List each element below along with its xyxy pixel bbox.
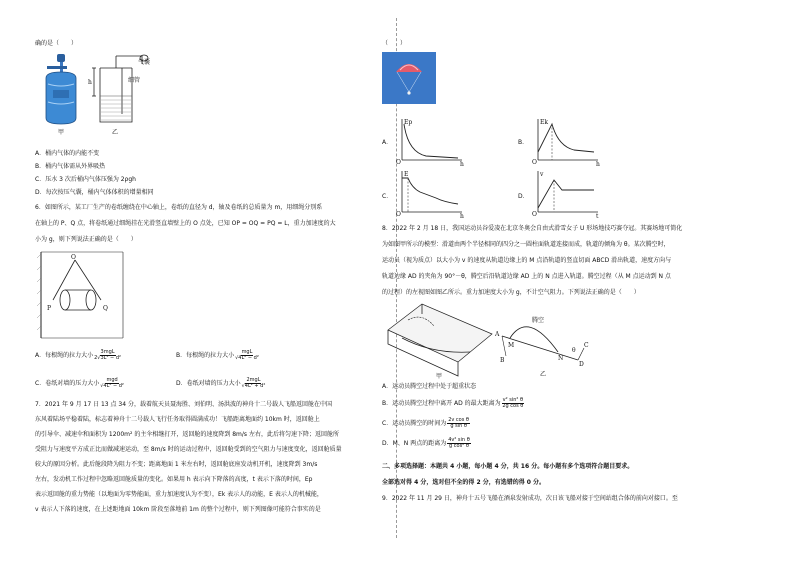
label-yi: 乙 bbox=[540, 371, 547, 378]
q6-option-d bbox=[176, 378, 266, 389]
graph-c bbox=[396, 168, 466, 218]
denominator: √4L² − d² bbox=[100, 383, 124, 389]
label-b: B bbox=[500, 357, 505, 364]
q8-option-c bbox=[382, 418, 471, 429]
q7-line-1: 7．2021 年 9 月 17 日 13 点 34 分，载着航天员聂海胜、刘伯明、汤洪波的神舟十二号载人飞船返回舱在中国 bbox=[35, 401, 332, 408]
label-air: 腾空 bbox=[532, 317, 545, 324]
graph-c-ylabel: E bbox=[404, 171, 409, 178]
q8-line-5: 的过程）的左视图如图乙所示。重力加速度大小为 g，不计空气阻力。下列说法正确的是（ ） bbox=[382, 289, 640, 296]
section-2-scoring: 全部选对得 4 分，选对但不全的得 2 分，有选错的得 0 分。 bbox=[382, 479, 546, 486]
numerator: 2v cos θ bbox=[448, 417, 469, 423]
fraction bbox=[100, 378, 124, 389]
graph-b-origin: O bbox=[532, 159, 537, 166]
q8-option-b bbox=[382, 398, 525, 409]
fraction bbox=[502, 398, 524, 409]
q5-figure bbox=[38, 52, 158, 142]
q8-option-a: A．运动员腾空过程中处于超重状态 bbox=[382, 383, 477, 390]
graph-d-xlabel: t bbox=[596, 213, 599, 218]
option-prefix: C．卷纸对墙的压力大小 bbox=[35, 380, 100, 387]
option-prefix: B．每根绳的拉力大小 bbox=[176, 352, 235, 359]
q8-line-2: 为如图甲所示的模型：滑道由两个半径相同的四分之一圆柱面轨道连接而成，轨道的倾角为 θ。某次腾空时， bbox=[382, 241, 670, 248]
q6-option-c bbox=[35, 378, 125, 389]
graph-b-xlabel: h bbox=[596, 161, 600, 166]
label-tube: 细管 bbox=[128, 77, 141, 84]
q6-figure bbox=[35, 250, 125, 340]
q8-option-d bbox=[382, 438, 472, 449]
denominator: 2√3L² − d² bbox=[94, 355, 121, 361]
graph-c-xlabel: h bbox=[460, 213, 464, 218]
denominator: g sin θ bbox=[450, 423, 467, 429]
graph-a-xlabel: h bbox=[460, 161, 464, 166]
numerator: v² sin² θ bbox=[502, 397, 524, 403]
q6-line-3: 小为 g，则下列说法正确的是（ ） bbox=[35, 236, 137, 243]
label-yi: 乙 bbox=[112, 129, 119, 136]
option-prefix: A．每根绳的拉力大小 bbox=[35, 352, 94, 359]
label-m: M bbox=[508, 342, 515, 349]
denominator: 2g cos θ bbox=[502, 403, 524, 409]
numerator: mgL bbox=[241, 349, 253, 355]
fraction bbox=[447, 418, 470, 429]
q7-line-2: 东风着陆场平稳着陆，标志着神舟十二号载人飞行任务取得圆满成功！飞船距离地面约 10km 时，返回舱上 bbox=[35, 416, 320, 423]
label-h: h bbox=[88, 79, 92, 86]
q5-option-b: B．桶内气体需从外界吸热 bbox=[35, 163, 106, 170]
label-d: D bbox=[579, 361, 584, 368]
numerator: 4v² sin θ bbox=[448, 437, 470, 443]
denominator: g cos² θ bbox=[449, 443, 469, 449]
q5-option-d: D．每次按压气囊，桶内气体体积的增量相同 bbox=[35, 189, 154, 196]
q7-paren: （ ） bbox=[382, 40, 407, 47]
denominator: √4L² − d² bbox=[235, 355, 259, 361]
graph-d bbox=[532, 168, 602, 218]
q7-line-6: 左右，发动机工作过程中忽略返回舱质量的变化。如果用 h 表示向下降落的高度，t 表示下落的时间，Ep bbox=[35, 476, 313, 483]
label-c: C bbox=[584, 342, 589, 349]
option-prefix: D．M、N 两点的距离为 bbox=[382, 440, 447, 447]
q8-line-3: 运动员（视为质点）以大小为 v 的速度从轨道边缘上的 M 点沿轨道的竖直切面 ABCD 滑出轨道，速度方向与 bbox=[382, 257, 672, 264]
q7-line-3: 的引导伞、减速伞和面积为 1200m² 的主伞相继打开，返回舱的速度降到 8m/s 左右，此后将匀速下降；返回舱所 bbox=[35, 431, 339, 438]
label-q: Q bbox=[103, 305, 108, 312]
q7-line-4: 受阻力与速度平方成正比而做减速运动，至 8m/s 时的运动过程中，返回舱受到的空气阻力与速度变化，返回舱质量 bbox=[35, 446, 342, 453]
q8-line-4: 轨道边缘 AD 的夹角为 90°－θ，腾空后沿轨道边缘 AD 上的 N 点进入轨道。腾空过程（从 M 点运动到 N 点 bbox=[382, 273, 671, 280]
q6-option-a bbox=[35, 350, 122, 361]
fraction bbox=[94, 350, 121, 361]
graph-b-letter: B． bbox=[518, 139, 529, 146]
section-2-heading: 二、多项选择题：本题共 4 小题，每小题 4 分，共 16 分。每小题有多个选项符合题目要求。 bbox=[382, 463, 634, 470]
graph-d-origin: O bbox=[532, 211, 537, 218]
numerator: mgd bbox=[106, 377, 118, 383]
graph-b-ylabel: Ek bbox=[540, 119, 549, 126]
label-o: O bbox=[71, 254, 76, 261]
graph-a bbox=[396, 116, 466, 166]
water-bucket-drawing bbox=[46, 54, 76, 124]
option-prefix: B．运动员腾空过程中离开 AD 的最大距离为 bbox=[382, 400, 501, 407]
graph-d-ylabel: v bbox=[540, 171, 544, 178]
label-bag: 气囊 bbox=[138, 59, 151, 66]
halfpipe-drawing bbox=[388, 304, 492, 376]
q6-line-2: 在轴上的 P、Q 点，将卷纸通过细绳挂在光滑竖直墙壁上的 O 点处，已知 OP = OQ = PQ = L，重力加速度的大 bbox=[35, 220, 336, 227]
option-prefix: C．运动员腾空的时间为 bbox=[382, 420, 447, 427]
graph-b bbox=[532, 116, 602, 166]
fraction bbox=[235, 350, 259, 361]
q8-line-1: 8．2022 年 2 月 18 日，我国运动员谷爱凌在北京冬奥会自由式滑雪女子 U 形场地技巧赛夺冠。其赛场地可简化 bbox=[382, 225, 683, 232]
graph-c-origin: O bbox=[396, 211, 401, 218]
parachute-photo bbox=[382, 52, 436, 104]
graph-a-letter: A． bbox=[382, 139, 393, 146]
graph-d-letter: D． bbox=[518, 193, 529, 200]
label-n: N bbox=[558, 355, 564, 362]
label-theta: θ bbox=[572, 347, 576, 354]
fraction bbox=[447, 438, 471, 449]
graph-a-ylabel: Ep bbox=[404, 119, 413, 126]
option-prefix: D．卷纸对墙的压力大小 bbox=[176, 380, 241, 387]
numerator: 3mgL bbox=[100, 349, 115, 355]
q6-option-b bbox=[176, 350, 260, 361]
denominator: √4L² + d² bbox=[241, 383, 266, 389]
label-jia: 甲 bbox=[58, 129, 65, 136]
label-a: A bbox=[495, 331, 500, 338]
q5-option-a: A．桶内气体的内能不变 bbox=[35, 150, 100, 157]
q7-line-7: 表示返回舱的重力势能（以地面为零势能面，重力加速度认为不变），Ek 表示人的动能，E 表示人的机械能， bbox=[35, 491, 323, 498]
numerator: 2mgL bbox=[246, 377, 261, 383]
label-jia: 甲 bbox=[436, 373, 443, 380]
label-p: P bbox=[47, 305, 52, 312]
graph-c-letter: C． bbox=[382, 193, 393, 200]
q5-tail: 确的是（ ） bbox=[35, 40, 78, 47]
q5-option-c: C．压水 3 次后桶内气体压强为 2ρgh bbox=[35, 176, 136, 183]
q9-line-1: 9．2022 年 11 月 29 日，神舟十五号飞船在酒泉发射成功，次日该飞船对接于空间站组合体的前向对接口。至 bbox=[382, 495, 678, 502]
graph-a-origin: O bbox=[396, 159, 401, 166]
side-view-drawing bbox=[494, 316, 589, 368]
q6-line-1: 6．如图所示，某工厂生产的卷纸缠绕在中心轴上，卷纸的直径为 d，轴及卷纸的总质量为 m，用细绳分别系 bbox=[35, 204, 323, 211]
q7-line-8: v 表示人下落的速度，在上述距地面 10km 阶段至落地前 1m 的整个过程中，则下列图像可能符合事实的是 bbox=[35, 506, 321, 513]
q7-line-5: 较大的原因分析。此后舱段降为阻力不变；距离地面 1 米左右时，返回舱底座发动机开机，速度降到 3m/s bbox=[35, 461, 318, 468]
fraction bbox=[242, 378, 266, 389]
q8-figure bbox=[382, 300, 592, 380]
